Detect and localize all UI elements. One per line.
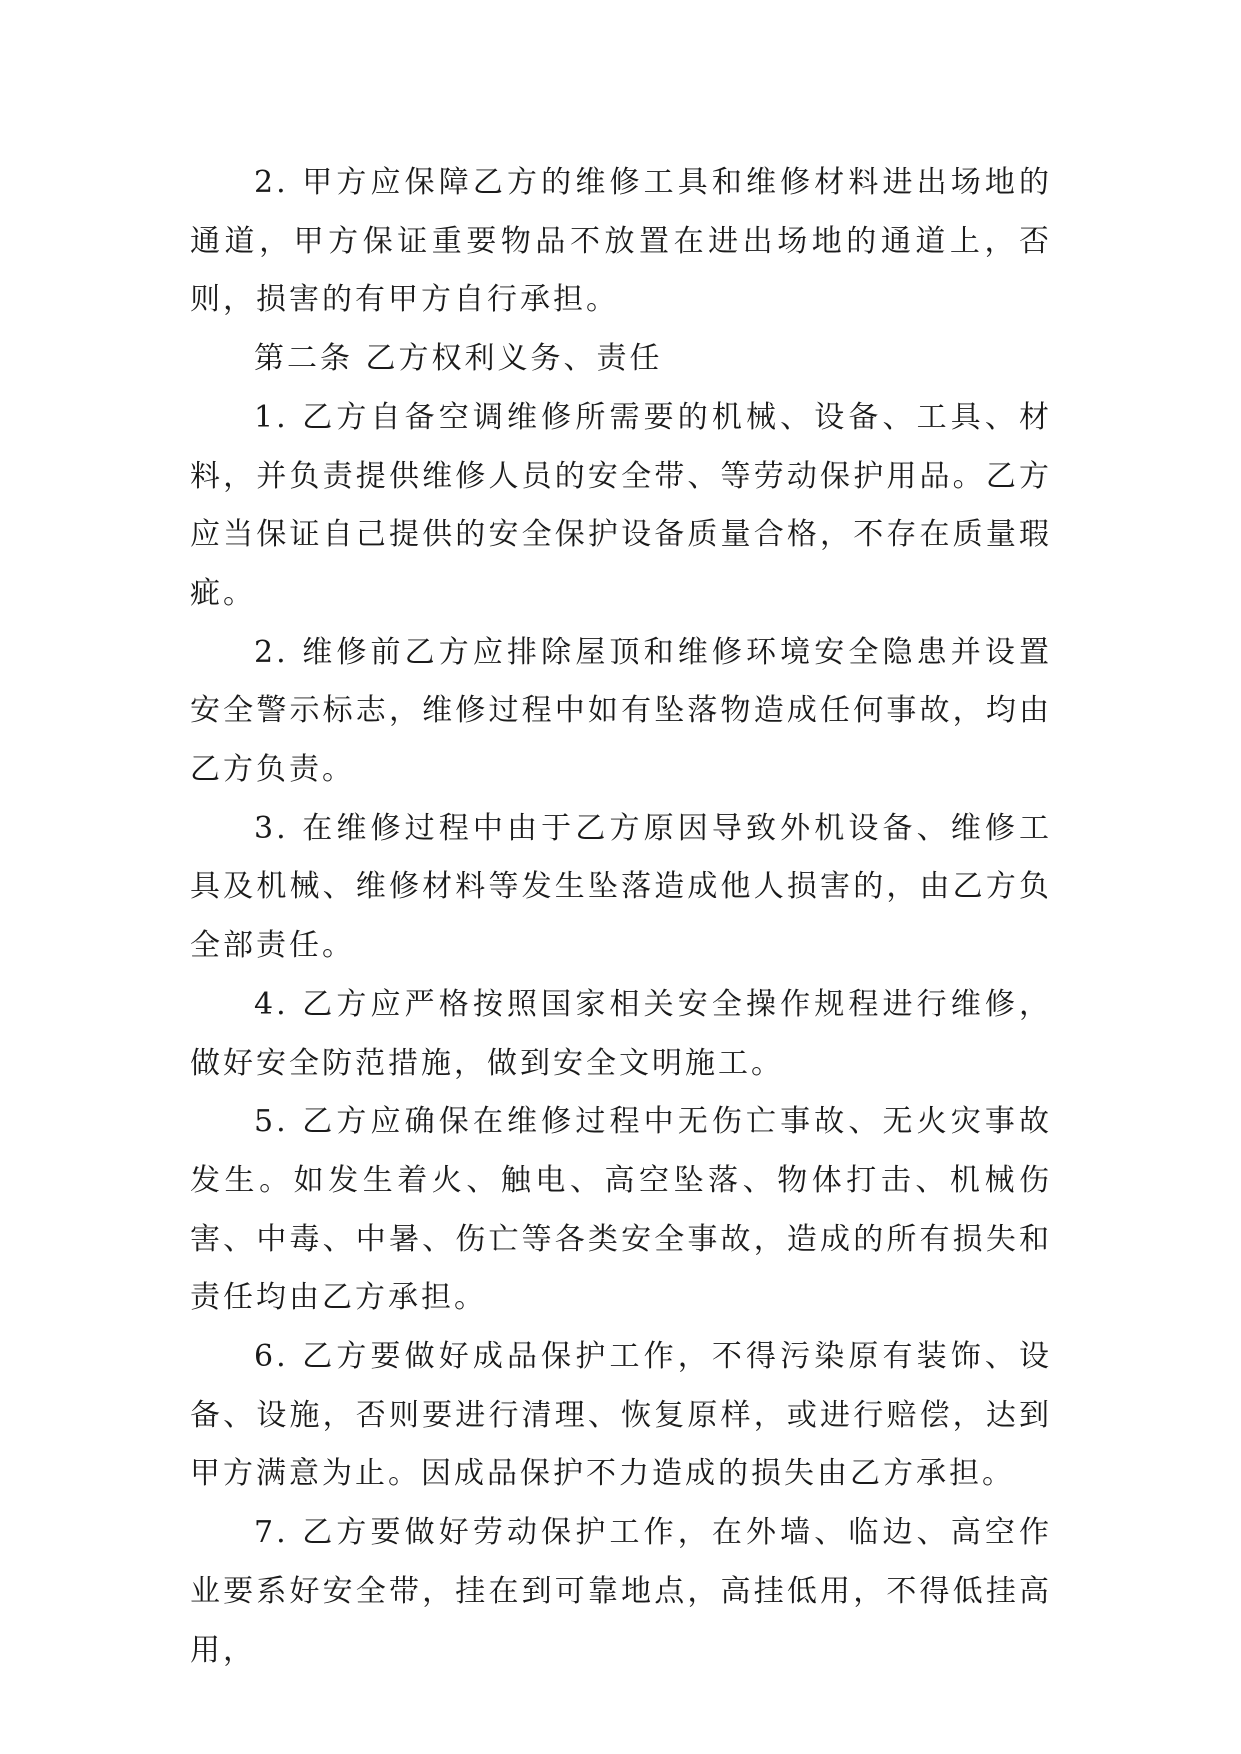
paragraph-clause-2-5: 5. 乙方应确保在维修过程中无伤亡事故、无火灾事故发生。如发生着火、触电、高空坠落、物体打击、机械伤害、中毒、中暑、伤亡等各类安全事故，造成的所有损失和责任均由乙方承担。 [190, 1104, 1052, 1316]
article-2-heading: 第二条 乙方权利义务、责任 [254, 341, 663, 377]
paragraph-clause-2-6: 6. 乙方要做好成品保护工作，不得污染原有装饰、设备、设施，否则要进行清理、恢复原样，或进行赔偿，达到甲方满意为止。因成品保护不力造成的损失由乙方承担。 [190, 1339, 1052, 1492]
paragraph-clause-2-7: 7. 乙方要做好劳动保护工作，在外墙、临边、高空作业要系好安全带，挂在到可靠地点，高挂低用，不得低挂高用， [190, 1515, 1052, 1668]
paragraph-clause-2-3: 3. 在维修过程中由于乙方原因导致外机设备、维修工具及机械、维修材料等发生坠落造成他人损害的，由乙方负全部责任。 [190, 810, 1052, 964]
paragraph-clause-2-2: 2. 维修前乙方应排除屋顶和维修环境安全隐患并设置安全警示标志，维修过程中如有坠落物造成任何事故，均由乙方负责。 [190, 634, 1052, 788]
paragraph-clause-2-4: 4. 乙方应严格按照国家相关安全操作规程进行维修，做好安全防范措施，做到安全文明施工。 [190, 986, 1052, 1081]
paragraph-clause-1-2: 2. 甲方应保障乙方的维修工具和维修材料进出场地的通道，甲方保证重要物品不放置在进出场地的通道上，否则，损害的有甲方自行承担。 [190, 165, 1052, 318]
paragraph-clause-2-1: 1. 乙方自备空调维修所需要的机械、设备、工具、材料，并负责提供维修人员的安全带、等劳动保护用品。乙方应当保证自己提供的安全保护设备质量合格，不存在质量瑕疵。 [190, 399, 1052, 611]
document-body [190, 154, 1052, 1680]
